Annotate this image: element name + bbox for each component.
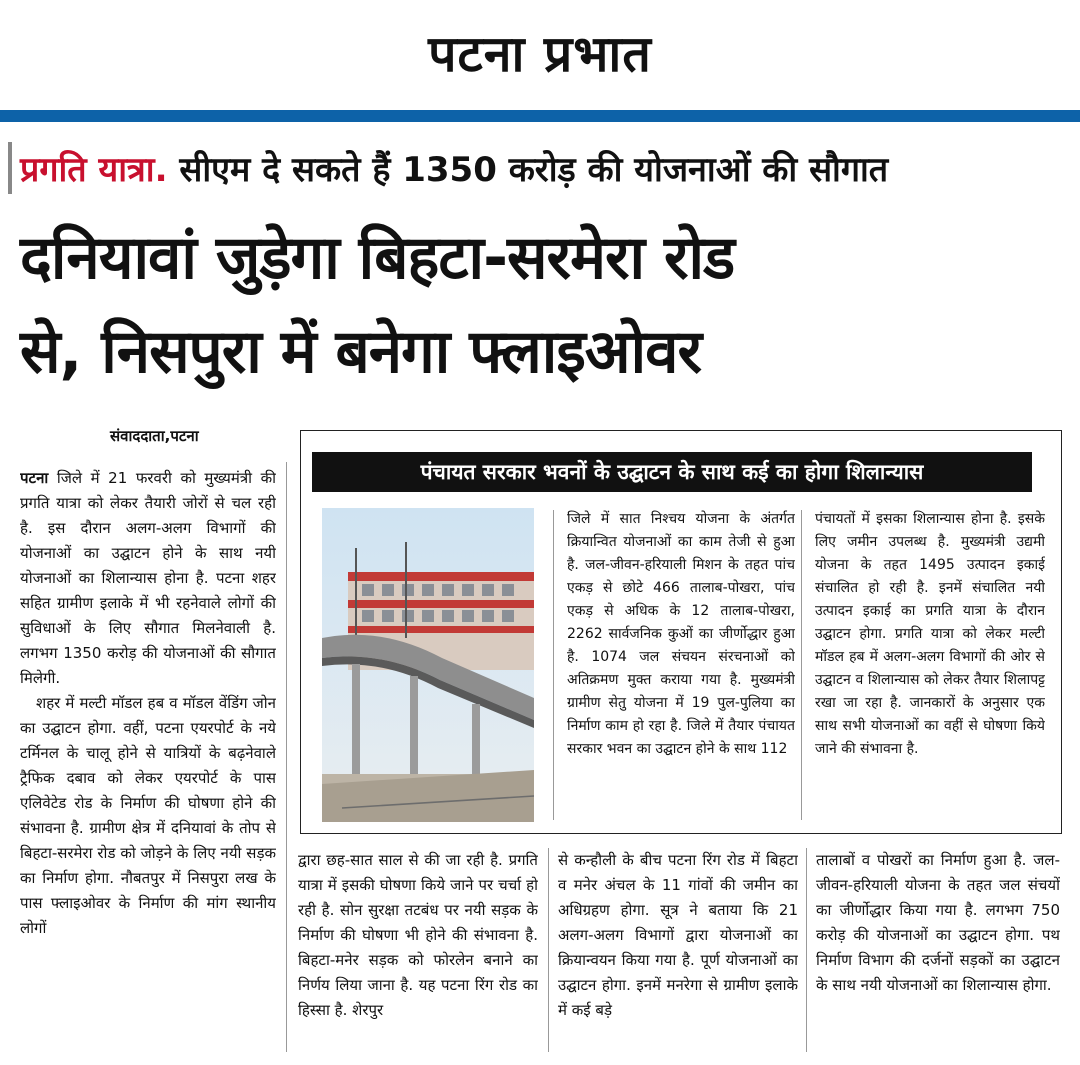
box-divider-1 <box>553 510 554 820</box>
col-divider-1 <box>286 462 287 1052</box>
masthead-rule <box>0 110 1080 122</box>
masthead: पटना प्रभात <box>428 24 652 83</box>
byline: संवाददाता,पटना <box>110 427 199 445</box>
col-divider-3 <box>806 848 807 1052</box>
article-col-3: से कन्हौली के बीच पटना रिंग रोड में बिहटा व मनेर अंचल के 11 गांवों की जमीन का अधिग्रहण होगा. सूत्र ने बताया कि 21 अलग-अलग विभागों द्वारा योजनाओं का क्रियान्वयन किया गया है. पूर्ण योजनाओं का उद्घाटन होगा. इनमें मनरेगा से ग्रामीण इलाके में कई बड़े <box>558 851 798 1019</box>
box-col-1: जिले में सात निश्चय योजना के अंतर्गत क्रियान्वित योजनाओं का काम तेजी से हुआ है. जल-जीवन-हरियाली मिशन के तहत पांच एकड़ से छोटे 466 तालाब-पोखरा, पांच एकड़ से अधिक के 12 तालाब-पोखरा, 2262 सार्वजनिक कुओं का जीर्णोद्धार हुआ है. 1074 जल संचयन संरचनाओं को अतिक्रमण मुक्त कराया गया है. मुख्यमंत्री ग्रामीण सेतु योजना में 19 पुल-पुलिया का निर्माण काम हो रहा है. जिले में तैयार पंचायत सरकार भवन का उद्घाटन होने के साथ 112 <box>567 511 795 757</box>
article-para-1: जिले में 21 फरवरी को मुख्यमंत्री की प्रगति यात्रा को लेकर तैयारी जोरों से चल रही है. इस दौरान अलग-अलग विभागों की योजनाओं का उद्घाटन होने के साथ नयी योजनाओं का शिलान्यास होना है. पटना शहर सहित ग्रामीण इलाके में भी रहनेवाले लोगों की सुविधाओं के लिए सौगात मिलनेवाली है. लगभग 1350 करोड़ की योजनाओं की सौगात मिलेगी. <box>20 469 276 687</box>
article-col-4: तालाबों व पोखरों का निर्माण हुआ है. जल-जीवन-हरियाली योजना के तहत जल संचयों का जीर्णोद्धार किया गया है. लगभग 750 करोड़ की योजनाओं का उद्घाटन होगा. पथ निर्माण विभाग की दर्जनों सड़कों का उद्घाटन के साथ नयी योजनाओं का शिलान्यास होगा. <box>816 851 1060 994</box>
article-col-2: द्वारा छह-सात साल से की जा रही है. प्रगति यात्रा में इसकी घोषणा किये जाने पर चर्चा हो रही है. सोन सुरक्षा तटबंध पर नयी सड़क के निर्माण की घोषणा भी होने की संभावना है. बिहटा-मनेर सड़क को फोरलेन बनाने का निर्णय लिया जाना है. यह पटना रिंग रोड का हिस्सा है. शेरपुर <box>298 851 538 1019</box>
kicker-label: प्रगति यात्रा. <box>20 150 168 190</box>
kicker-bar <box>8 142 12 194</box>
kicker <box>20 145 888 191</box>
dateline: पटना <box>20 469 49 487</box>
kicker-text: सीएम दे सकते हैं 1350 करोड़ की योजनाओं की सौगात <box>167 150 889 190</box>
article-col-1 <box>20 466 276 1056</box>
headline-line-1: दनियावां जुड़ेगा बिहटा-सरमेरा रोड <box>20 223 735 293</box>
box-col-2: पंचायतों में इसका शिलान्यास होना है. इसके लिए जमीन उपलब्ध है. मुख्यमंत्री उद्यमी योजना के तहत 1495 उत्पादन इकाई संचालित हो रही है. इनमें संचालित नयी उत्पादन इकाई का प्रगति यात्रा के दौरान उद्घाटन होगा. प्रगति यात्रा को लेकर मल्टी मॉडल हब में अलग-अलग विभागों की ओर से उद्घाटन व शिलान्यास को लेकर तैयार शिलापट्ट रखा जा रहा है. जानकारों के अनुसार एक साथ सभी योजनाओं का वहीं से घोषणा किये जाने की संभावना है. <box>815 511 1045 757</box>
headline-line-2: से, निसपुरा में बनेगा फ्लाइओवर <box>20 317 702 387</box>
sub-story-banner: पंचायत सरकार भवनों के उद्घाटन के साथ कई का होगा शिलान्यास <box>312 452 1032 492</box>
article-para-2: शहर में मल्टी मॉडल हब व मॉडल वेंडिंग जोन का उद्घाटन होगा. वहीं, पटना एयरपोर्ट के नये टर्मिनल के चालू होने से यात्रियों के बढ़नेवाले ट्रैफिक दबाव को लेकर एयरपोर्ट के पास एलिवेटेड रोड के निर्माण की घोषणा होने की संभावना है. ग्रामीण क्षेत्र में दनियावां के तोप से बिहटा-सरमेरा रोड को जोड़ने के लिए नयी सड़क का निर्माण होगा. नौबतपुर में निसपुरा लख के पास फ्लाइओवर के निर्माण की मांग स्थानीय लोगों <box>20 694 276 937</box>
col-divider-2 <box>548 848 549 1052</box>
photo-flyover <box>322 508 534 822</box>
box-divider-2 <box>801 510 802 820</box>
